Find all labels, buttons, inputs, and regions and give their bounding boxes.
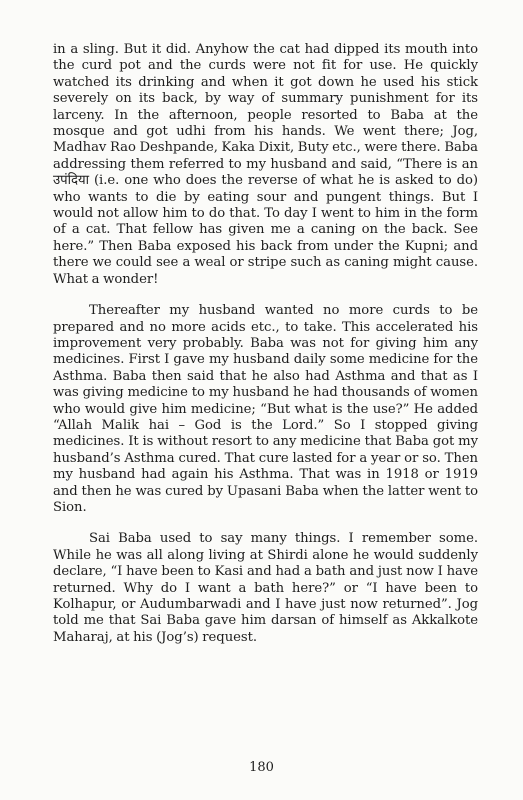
paragraph-asthma-cure: Thereafter my husband wanted no more curds to be prepared and no more acids etc., to take. This accelerated his improvement very probably. Baba was not for giving him any medicines. First I gave my husband daily some medicine for the Asthma. Baba then said that he also had Asthma and that as I was giving medicine to my husband he had thousands of women who would give him medicine; “But what is the use?” He added “Allah Malik hai – God is the Lord.” So I stopped giving medicines. It is without resort to any medicine that Baba got my husband’s Asthma cured. That cure lasted for a year or so. Then my husband had again his Asthma. That was in 1918 or 1919 and then he was cured by Upasani Baba when the latter went to Sion. bbox=[53, 303, 478, 515]
page-number: 180 bbox=[249, 760, 274, 775]
paragraph-sai-baba-sayings: Sai Baba used to say many things. I remember some. While he was all along living at Shirdi alone he would suddenly declare, “I have been to Kasi and had a bath and just now I have returned. Why do I want a bath here?” or “I have been to Kolhapur, or Audumbarwadi and I have just now returned”. Jog told me that Sai Baba gave him darsan of himself as Akkalkote Maharaj, at his (Jog’s) request. bbox=[53, 531, 478, 645]
paragraph-cat-story: in a sling. But it did. Anyhow the cat had dipped its mouth into the curd pot and the curds were not fit for use. He quickly watched its drinking and when it got down he used his stick severely on its back, by way of summary punishment for its larceny. In the afternoon, people resorted to Baba at the mosque and got udhi from his hands. We went there; Jog, Madhav Rao Deshpande, Kaka Dixit, Buty etc., were there. Baba addressing them referred to my husband and said, “There is an उपंदिया (i.e. one who does the reverse of what he is asked to do) who wants to die by eating sour and pungent things. But I would not allow him to do that. To day I went to him in the form of a cat. That fellow has given me a caning on the back. See here.” Then Baba exposed his back from under the Kupni; and there we could see a weal or stripe such as caning might cause. What a wonder! bbox=[53, 42, 478, 287]
page-body bbox=[53, 42, 478, 661]
